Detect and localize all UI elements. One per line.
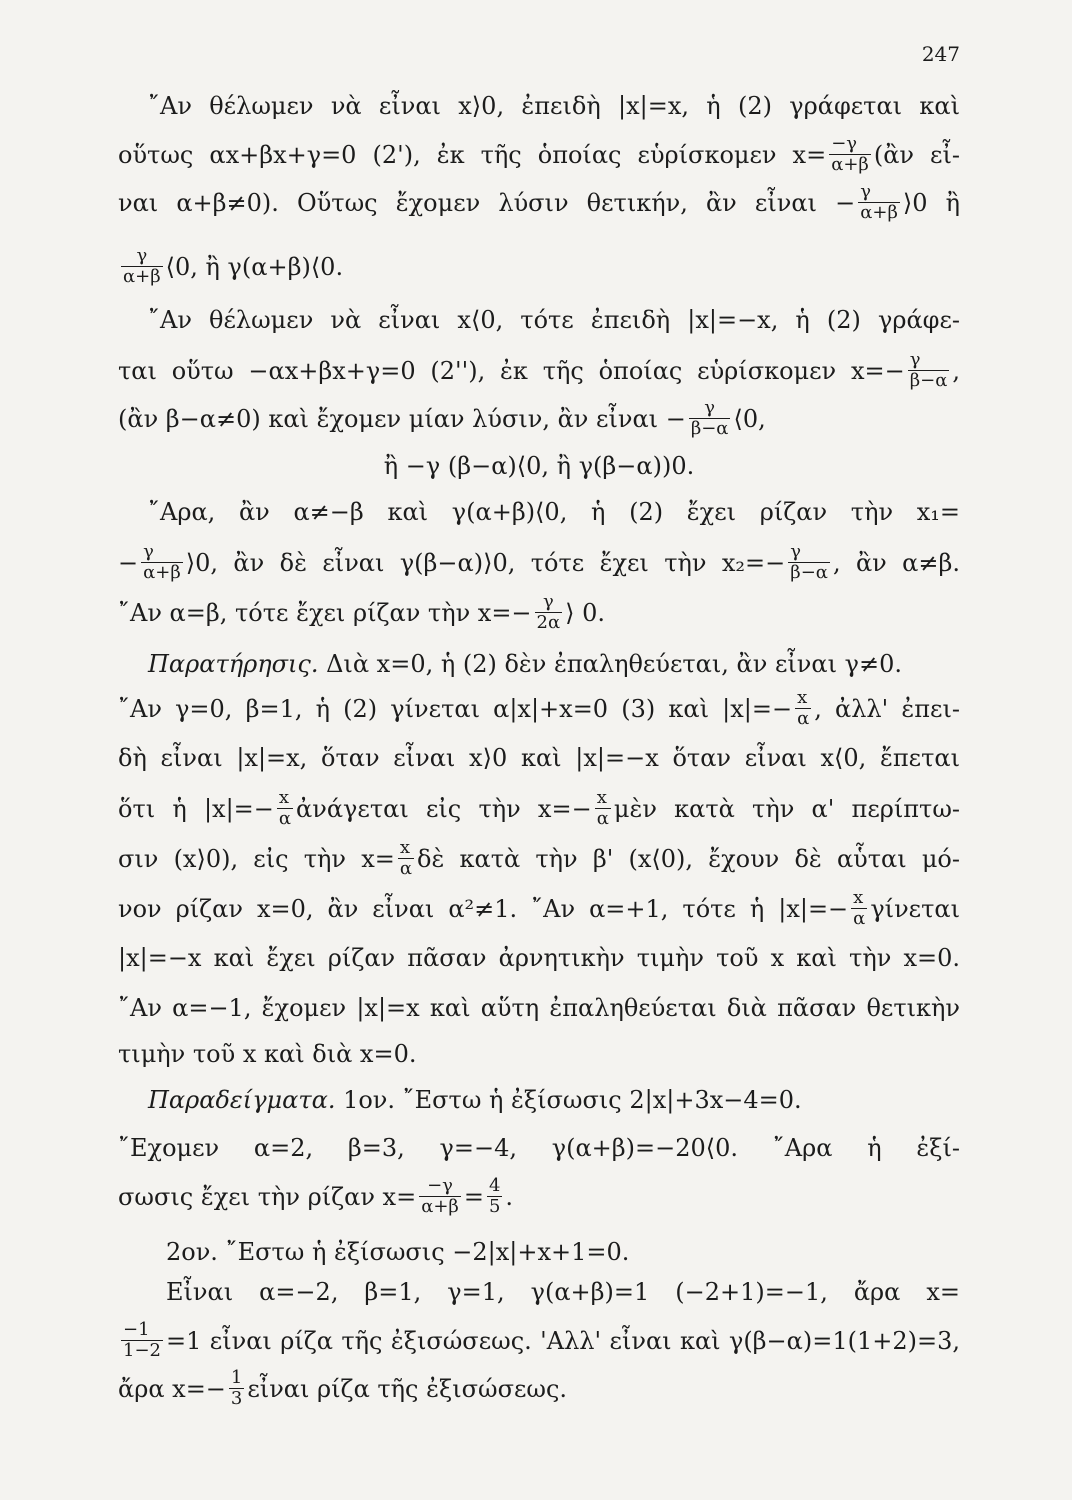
fraction (398, 838, 414, 879)
fraction-denominator: 1−2 (123, 1340, 161, 1361)
fraction-numerator: γ (788, 542, 830, 563)
section-heading: Παρατήρησις. (148, 650, 319, 678)
fraction-denominator: 2α (536, 612, 561, 633)
fraction (121, 246, 163, 287)
fraction-denominator: β−α (909, 370, 948, 391)
text-segment: = (463, 1183, 484, 1211)
text-line (118, 940, 960, 976)
fraction-numerator: x (851, 888, 867, 909)
text-segment: 1ον. ῎Εστω ἡ ἐξίσωσις 2|x|+3x−4=0. (335, 1086, 802, 1114)
fraction-numerator: x (795, 688, 811, 709)
text-segment: − (118, 549, 139, 577)
fraction-numerator: γ (121, 246, 163, 267)
fraction (487, 1176, 502, 1217)
fraction (851, 888, 867, 929)
text-segment: ται οὕτω −αx+βx+γ=0 (2''), ἐκ τῆς ὁποίας εὑρίσκομεν x=− (118, 357, 905, 385)
text-segment: ῎Αν θέλωμεν νὰ εἶναι x⟨0, τότε ἐπειδὴ |x|=−x, ἡ (2) γράφε- (148, 306, 960, 334)
text-line (118, 88, 960, 124)
fraction (689, 398, 731, 439)
text-segment: δὲ κατὰ τὴν β' (x⟨0), ἔχουν δὲ αὗται μό- (417, 845, 960, 873)
fraction (908, 350, 950, 391)
text-segment: (ἂν εἶ- (873, 141, 960, 169)
fraction (595, 788, 611, 829)
fraction-denominator: α+β (123, 266, 161, 287)
text-segment: =1 εἶναι ρίζα τῆς ἐξισώσεως. 'Αλλ' εἶναι καὶ γ(β−α)=1(1+2)=3, (166, 1327, 960, 1355)
text-segment: νον ρίζαν x=0, ἂν εἶναι α²≠1. ῎Αν α=+1, τότε ἡ |x|=− (118, 895, 849, 923)
fraction-numerator: γ (908, 350, 950, 371)
text-line (118, 1274, 960, 1310)
text-line (118, 887, 960, 931)
text-line (118, 646, 960, 682)
text-line (118, 245, 960, 289)
fraction (788, 542, 830, 583)
text-segment: ῎Αν γ=0, β=1, ἡ (2) γίνεται α|x|+x=0 (3) καὶ |x|=− (118, 695, 793, 723)
text-segment: Εἶναι α=−2, β=1, γ=1, γ(α+β)=1 (−2+1)=−1, ἄρα x= (166, 1278, 960, 1306)
fraction-denominator: α (278, 808, 292, 829)
text-line (118, 181, 961, 225)
text-segment: ναι α+β≠0). Οὕτως ἔχομεν λύσιν θετικήν, ἂν εἶναι − (118, 189, 856, 217)
text-segment: ῎Αρα, ἂν α≠−β καὶ γ(α+β)⟨0, ἡ (2) ἔχει ρίζαν τὴν x₁= (148, 498, 960, 526)
text-segment: σωσις ἔχει τὴν ρίζαν x= (118, 1183, 417, 1211)
fraction (229, 1368, 244, 1409)
fraction-denominator: 5 (488, 1196, 501, 1217)
page-number: 247 (921, 42, 960, 66)
text-segment: δὴ εἶναι |x|=x, ὅταν εἶναι x⟩0 καὶ |x|=−x ὅταν εἶναι x⟨0, ἔπεται (118, 744, 960, 772)
fraction-numerator: x (595, 788, 611, 809)
text-line (118, 1130, 960, 1166)
text-segment: |x|=−x καὶ ἔχει ρίζαν πᾶσαν ἀρνητικὴν τιμὴν τοῦ x καὶ τὴν x=0. (118, 944, 960, 972)
fraction-numerator: −1 (121, 1320, 163, 1341)
text-line (118, 591, 960, 635)
fraction-denominator: α (399, 858, 412, 879)
text-line (118, 349, 960, 393)
text-segment: ἢ −γ (β−α)⟨0, ἢ γ(β−α))0. (383, 452, 695, 480)
text-segment: σιν (x⟩0), εἰς τὴν x= (118, 845, 395, 873)
fraction (535, 592, 563, 633)
text-segment: ⟨0, (733, 405, 766, 433)
fraction-denominator: α+β (421, 1196, 459, 1217)
text-line (118, 1234, 960, 1270)
fraction-numerator: γ (689, 398, 731, 419)
fraction (121, 1320, 163, 1361)
fraction (829, 134, 871, 175)
text-segment: . (505, 1183, 514, 1211)
fraction-denominator: 3 (230, 1388, 243, 1409)
fraction-numerator: 1 (230, 1367, 243, 1388)
text-segment: τιμὴν τοῦ x καὶ διὰ x=0. (118, 1040, 417, 1068)
text-segment: ῎Εχομεν α=2, β=3, γ=−4, γ(α+β)=−20⟨0. ῎Αρα ἡ ἐξί- (118, 1134, 960, 1162)
text-line (118, 541, 960, 585)
text-segment: ὅτι ἡ |x|=− (118, 795, 274, 823)
text-line (118, 990, 960, 1026)
fraction-denominator: α (596, 808, 609, 829)
text-segment: , ἀλλ' ἐπει- (814, 695, 961, 723)
fraction-numerator: −γ (829, 134, 871, 155)
text-segment: ἀνάγεται εἰς τὴν x=− (296, 795, 592, 823)
text-line (118, 1082, 960, 1118)
text-line (118, 494, 960, 530)
text-segment: ⟨0, ἢ γ(α+β)⟨0. (165, 253, 344, 281)
fraction-numerator: 4 (488, 1175, 501, 1196)
text-segment: μὲν κατὰ τὴν α' περίπτω- (613, 795, 960, 823)
text-segment: ἄρα x=− (118, 1375, 226, 1403)
text-line (118, 1175, 960, 1219)
text-segment: οὕτως αx+βx+γ=0 (2'), ἐκ τῆς ὁποίας εὑρίσκομεν x= (118, 141, 827, 169)
text-segment: ⟩0 ἢ (902, 189, 961, 217)
text-line (118, 787, 960, 831)
text-line (118, 687, 961, 731)
fraction-denominator: α+β (143, 562, 181, 583)
fraction (795, 688, 811, 729)
text-line (118, 740, 960, 776)
fraction (277, 788, 293, 829)
section-heading: Παραδείγματα. (148, 1086, 336, 1114)
fraction-denominator: α+β (831, 154, 869, 175)
text-line (118, 1319, 960, 1363)
fraction-denominator: α+β (860, 202, 898, 223)
text-segment: 2ον. ῎Εστω ἡ ἐξίσωσις −2|x|+x+1=0. (166, 1238, 630, 1266)
text-line (118, 397, 960, 441)
text-segment: ⟩ 0. (565, 599, 606, 627)
text-line (118, 1036, 960, 1072)
text-line (118, 302, 960, 338)
text-line (118, 448, 960, 484)
fraction-numerator: x (277, 788, 293, 809)
text-segment: , ἂν α≠β. (832, 549, 960, 577)
fraction-numerator: γ (858, 182, 900, 203)
text-segment: ῎Αν α=−1, ἔχομεν |x|=x καὶ αὕτη ἐπαληθεύεται διὰ πᾶσαν θετικὴν (118, 994, 960, 1022)
text-segment: ῎Αν θέλωμεν νὰ εἶναι x⟩0, ἐπειδὴ |x|=x, ἡ (2) γράφεται καὶ (148, 92, 960, 120)
fraction-numerator: −γ (419, 1176, 461, 1197)
text-segment: , (952, 357, 960, 385)
fraction-denominator: α (797, 708, 810, 729)
text-line (118, 1367, 960, 1411)
text-line (118, 837, 960, 881)
text-segment: γίνεται (870, 895, 960, 923)
fraction-numerator: x (398, 838, 414, 859)
fraction-numerator: γ (535, 592, 563, 613)
fraction-denominator: β−α (790, 562, 828, 583)
text-segment: ⟩0, ἂν δὲ εἶναι γ(β−α)⟩0, τότε ἔχει τὴν x₂=− (185, 549, 786, 577)
text-segment: Διὰ x=0, ἡ (2) δὲν ἐπαληθεύεται, ἂν εἶναι γ≠0. (318, 650, 902, 678)
fraction-numerator: γ (141, 542, 183, 563)
fraction (858, 182, 900, 223)
fraction-denominator: β−α (690, 418, 729, 439)
text-segment: (ἂν β−α≠0) καὶ ἔχομεν μίαν λύσιν, ἂν εἶναι − (118, 405, 686, 433)
text-segment: ῎Αν α=β, τότε ἔχει ρίζαν τὴν x=− (118, 599, 532, 627)
fraction (141, 542, 183, 583)
fraction-denominator: α (853, 908, 866, 929)
text-segment: εἶναι ρίζα τῆς ἐξισώσεως. (247, 1375, 568, 1403)
text-line (118, 133, 960, 177)
fraction (419, 1176, 461, 1217)
